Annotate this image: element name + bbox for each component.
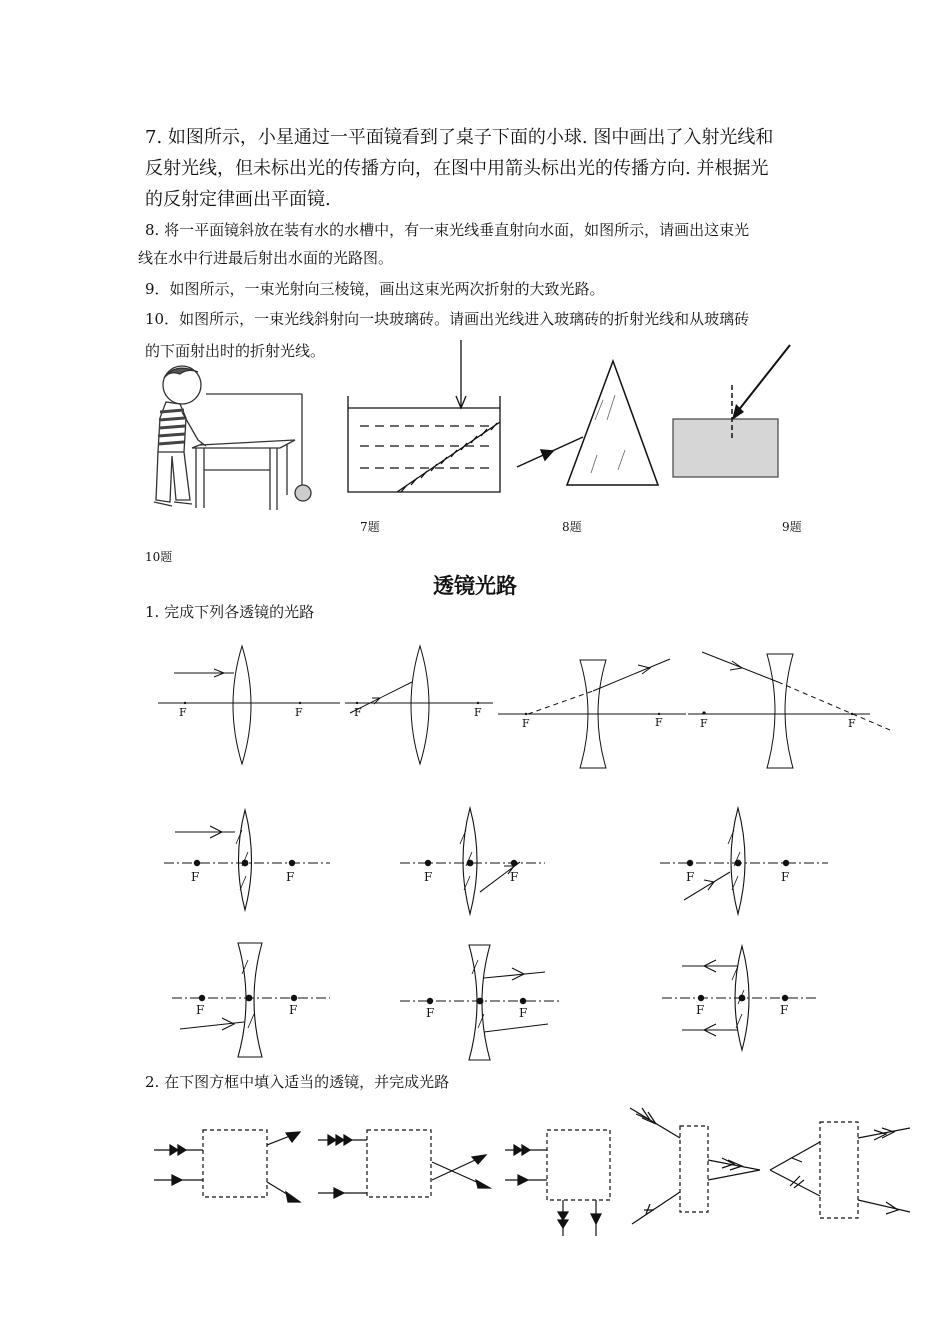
section-title: 透镜光路	[433, 574, 517, 598]
focus-label: F	[848, 717, 856, 730]
focus-label: F	[426, 1006, 435, 1020]
focus-label: F	[179, 706, 187, 719]
focus-label: F	[781, 870, 790, 884]
task-2-text: 2. 在下图方框中填入适当的透镜，并完成光路	[145, 1073, 450, 1091]
focus-label: F	[686, 870, 695, 884]
focus-label: F	[354, 706, 362, 719]
figure-label-9: 9题	[782, 520, 802, 534]
focus-label: F	[289, 1003, 298, 1017]
lens-diagram-row1	[150, 640, 900, 775]
figure-boy-table	[140, 360, 320, 520]
focus-label: F	[780, 1003, 789, 1017]
focus-label: F	[424, 870, 433, 884]
figure-prism	[515, 355, 665, 490]
focus-label: F	[696, 1003, 705, 1017]
q7-line-2: 反射光线，但未标出光的传播方向，在图中用箭头标出光的传播方向. 并根据光	[145, 158, 769, 179]
q10-line-1: 10．如图所示，一束光线斜射向一块玻璃砖。请画出光线进入玻璃砖的折射光线和从玻璃砖	[145, 310, 750, 328]
q7-line-1: 7. 如图所示，小星通过一平面镜看到了桌子下面的小球. 图中画出了入射光线和	[145, 127, 774, 148]
q8-line-2: 线在水中行进最后射出水面的光路图。	[138, 249, 394, 267]
focus-label: F	[286, 870, 295, 884]
q7-line-3: 的反射定律画出平面镜.	[145, 189, 331, 210]
q9-text: 9．如图所示，一束光射向三棱镜，画出这束光两次折射的大致光路。	[145, 280, 605, 298]
focus-label: F	[191, 870, 200, 884]
focus-label: F	[655, 716, 663, 729]
lens-diagram-rows2-3	[150, 800, 850, 1070]
q8-line-1: 8. 将一平面镜斜放在装有水的水槽中，有一束光线垂直射向水面，如图所示，请画出这束光	[145, 221, 750, 239]
focus-label: F	[700, 717, 708, 730]
q10-line-2: 的下面射出时的折射光线。	[145, 342, 326, 360]
focus-label: F	[519, 1006, 528, 1020]
focus-label: F	[510, 870, 519, 884]
focus-label: F	[522, 717, 530, 730]
focus-label: F	[295, 706, 303, 719]
figure-label-8: 8题	[562, 520, 582, 534]
lens-box-diagrams	[150, 1100, 915, 1240]
figure-glass-block	[670, 340, 800, 485]
figure-label-7: 7题	[360, 520, 380, 534]
figure-water-tank	[345, 340, 505, 500]
task-1-text: 1. 完成下列各透镜的光路	[145, 603, 315, 621]
focus-label: F	[474, 706, 482, 719]
focus-label: F	[196, 1003, 205, 1017]
figure-label-10: 10题	[145, 550, 173, 564]
